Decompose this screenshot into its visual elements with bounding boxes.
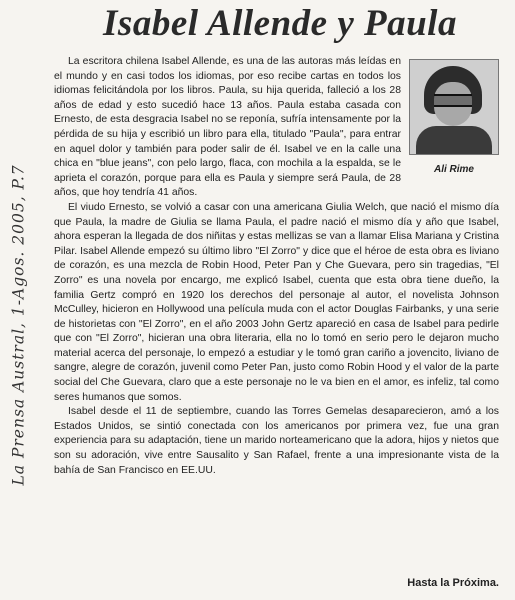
article-body [54,55,499,478]
paragraph-1: La escritora chilena Isabel Allende, es una de las autoras más leídas en el mundo y en casi todos los idiomas, por eso recibe cartas en todos los idiomas felicitándola por los libros. Paula, su hija querida, falleció a los 28 años de edad y esto sucedió hace 13 años. Paula estaba casada con Ernesto, de esta desgracia Isabel no se reponía, sufría intensamente por la pérdida de su hija y escribió un libro para ella, titulado "Paula", para entrar en aquel dolor y también para poder salir de él. Isabel ve en la calle una chica en "blue jeans", con pelo largo, flaca, con mochila a la espalda, se le aprieta el corazón, porque para ella es Paula y siempre será Paula, de 28 años, que hoy tendría 41 años. [54,56,401,199]
article-headline: Isabel Allende y Paula [103,3,457,44]
paragraph-2: El viudo Ernesto, se volvió a casar con una americana Giulia Welch, que nació el mismo día que Paula, la madre de Giulia se llama Paula, el padre nació el mismo día y año que Isabel, ahora esperan la llegada de dos niñitas y estas mellizas se van a llamar Elisa Mariana y Cristina Pilar. Isabel Allende empezó su último libro "El Zorro" y dice que el héroe de esta obra es liviano de corazón, es una mezcla de Robin Hood, Peter Pan y Che Guevara, pero sin tragedias, "El Zorro" es una novela por encargo, me explicó Isabel, cuenta que esta obra tiene dueño, la familia Gertz compró en 1920 los derechos del personaje al autor, el novelista Johnson McCulley, hicieron en Hollywood una película muda con el actor Douglas Fairbanks, y una serie de historietas con "El Zorro", en el año 2003 John Gertz apareció en casa de Isabel para pedirle que con "El Zorro", hicieran una obra literaria, ella no lo tomó en serio pero le dejaron mucho material acerca del personaje, lo empezó a estudiar y le tomó gran cariño a jovencito, liviano de sangre, alegre de corazón, juvenil como Peter Pan, justo como Robin Hood y el valor de la parte social del Che Guevara, claro que a este personaje no le va bien en el amor, es infeliz, tal como seres humanos que somos. [54,201,499,403]
article-signoff: Hasta la Próxima. [407,577,499,589]
paragraph-3: Isabel desde el 11 de septiembre, cuando las Torres Gemelas desaparecieron, amó a los Estados Unidos, se sintió conectada con los americanos por primera vez, fue una gran experiencia para su adaptación, tiene un marido norteamericano que la adora, hijos y nietos que son su adoración, vive entre Sausalito y San Rafael, frente a una impresionante vista de la bahía de San Francisco en EE.UU. [54,406,499,476]
photo-caption: Ali Rime [433,164,474,175]
author-photo-box [409,59,499,183]
handwritten-margin-note: La Prensa Austral, 1-Agos. 2005, P.7 [9,164,28,486]
author-photo [409,59,499,155]
